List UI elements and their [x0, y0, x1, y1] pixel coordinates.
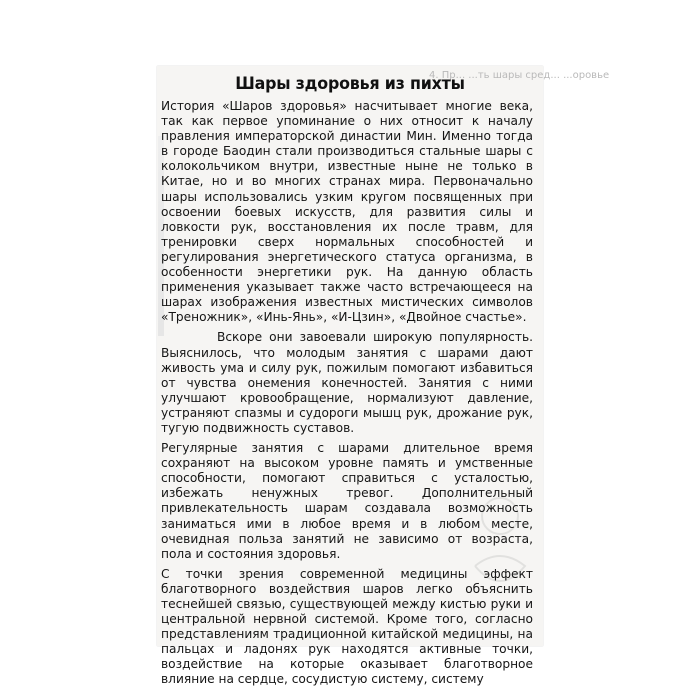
paragraph-1: История «Шаров здоровья» насчитывает многие века, так как первое упоминание о них относит к началу правления императорской династии Мин. Именно тогда в городе Баодин стали производиться стальные шары с колокольчиком внутри, известные ныне не только в Китае, но и во многих странах мира. Первоначально шары использовались узким кругом посвященных при освоении боевых искусств, для развития силы и ловкости рук, восстановления их после травм, для тренировки сверх нормальных способностей и регулирования энергетического статуса организма, в особенности энергетики рук. На данную область применения указывает также часто встречающееся на шарах изображения известных мистических символов «Треножник», «Инь-Янь», «И-Цзин», «Двойное счастье».: [161, 99, 533, 325]
paragraph-2: Вскоре они завоевали широкую популярность. Выяснилось, что молодым занятия с шарами дают живость ума и силу рук, пожилым помогают избавиться от чувства онемения конечностей. Занятия с ними улучшают кровообращение, нормализуют давление, устраняют спазмы и судороги мышц рук, дрожание рук, тугую подвижность суставов.: [161, 330, 533, 435]
paragraph-4: С точки зрения современной медицины эффект благотворного воздействия шаров легко объяснить теснейшей связью, существующей между кистью руки и центральной нервной системой. Кроме того, согласно представлениям традиционной китайской медицины, на пальцах и ладонях рук находятся активные точки, воздействие на которые оказывает благотворное влияние на сердце, сосудистую систему, систему: [161, 566, 533, 687]
paragraph-3: Регулярные занятия с шарами длительное время сохраняют на высоком уровне память и умственные способности, помогают справиться с усталостью, избежать ненужных тревог. Дополнительный привлекательность шарам создавала возможность заниматься ими в любое время и в любом месте, очевидная польза занятий не зависимо от возраста, пола и состояния здоровья.: [161, 441, 533, 561]
leaflet-page: [157, 66, 610, 687]
document-title: Шары здоровья из пихты: [235, 74, 465, 93]
document-body: [161, 99, 533, 693]
bleed-through-text: 4. Пр... ...ть шары сред... ...оровье: [429, 70, 610, 81]
